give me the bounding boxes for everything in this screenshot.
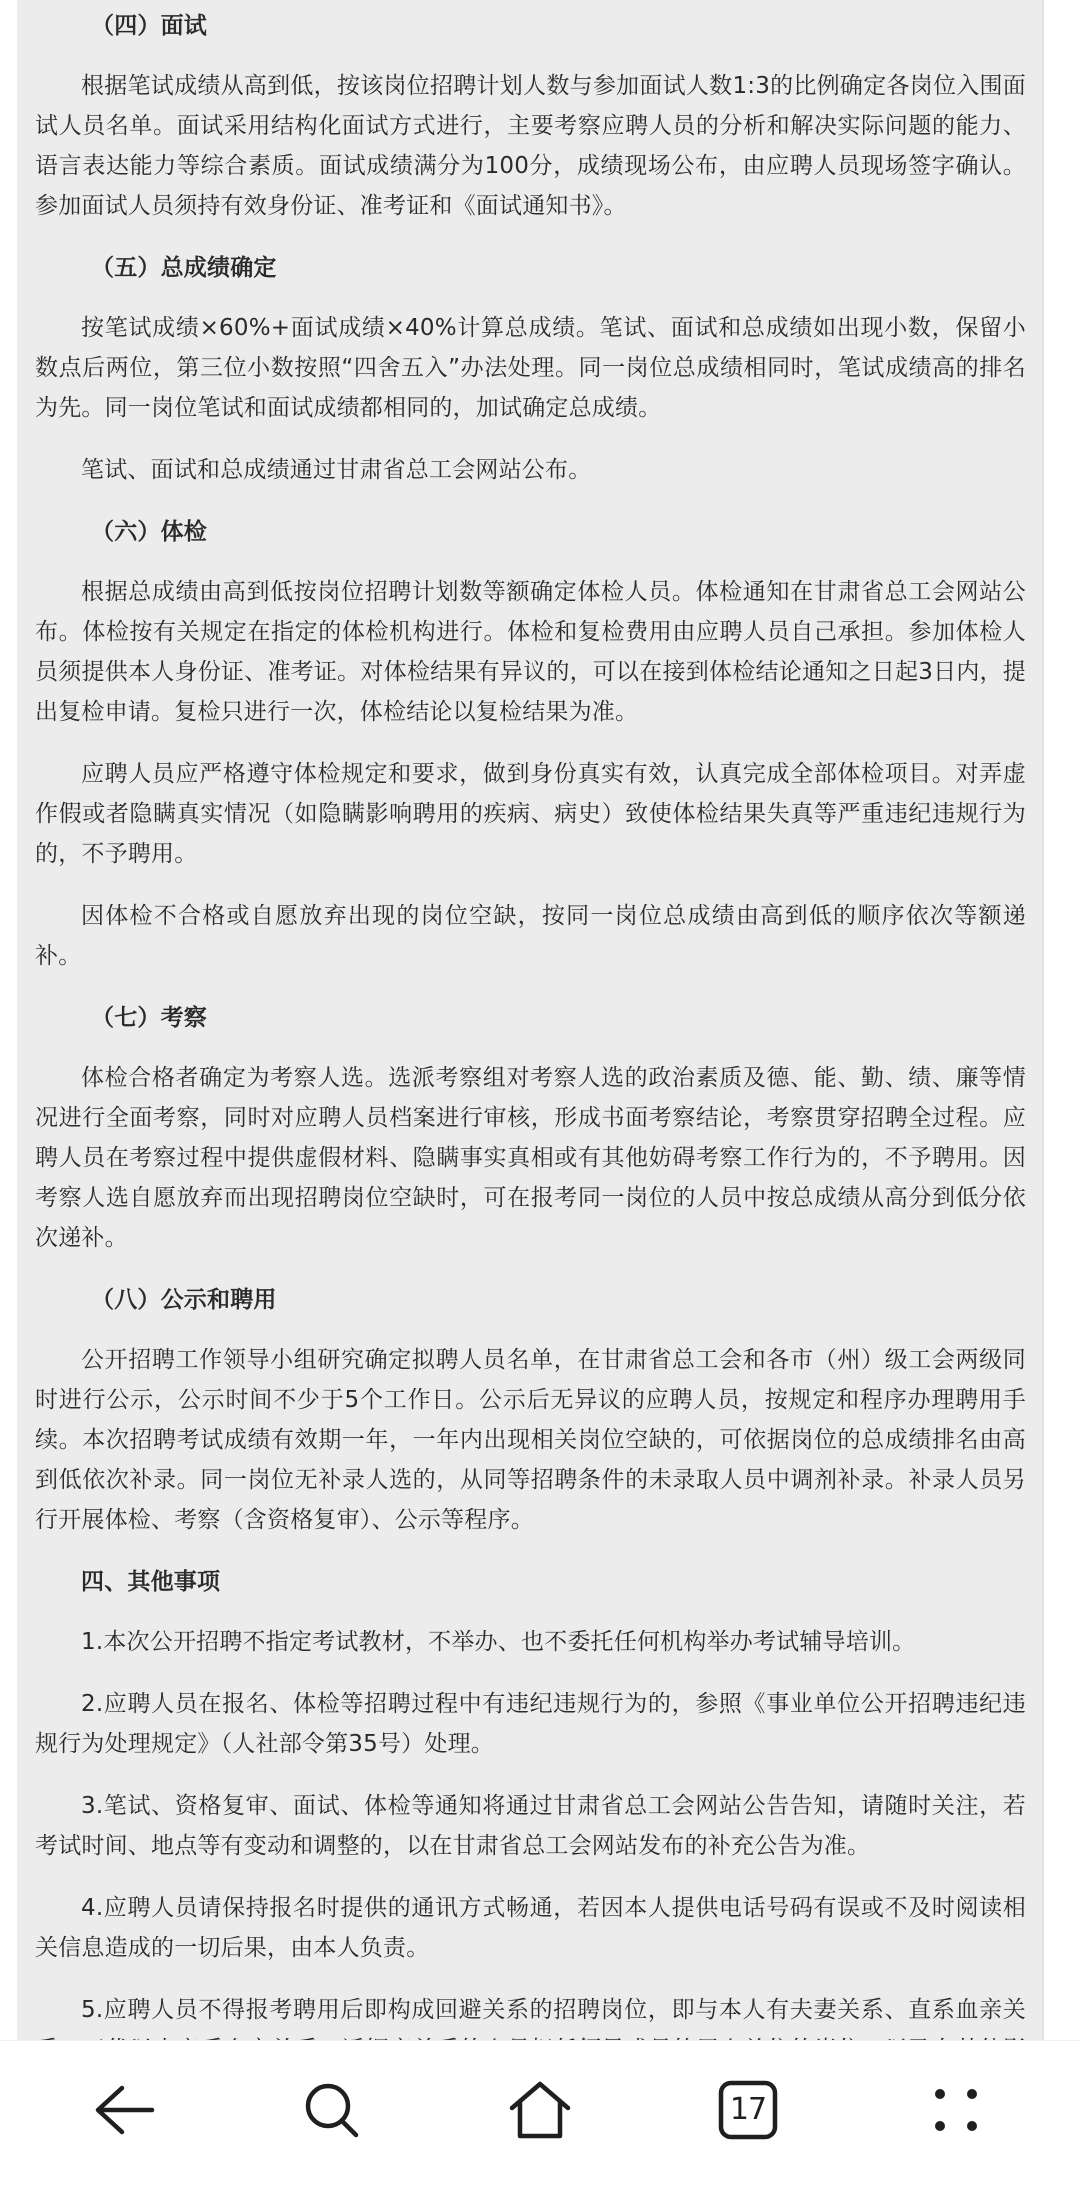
menu-button[interactable] bbox=[901, 2055, 1011, 2165]
browser-bottom-toolbar bbox=[0, 2040, 1080, 2192]
section-heading-physical-exam: （六）体检 bbox=[91, 519, 207, 545]
paragraph-physical-exam: 根据总成绩由高到低按岗位招聘计划数等额确定体检人员。体检通知在甘肃省总工会网站公布。体检按有关规定在指定的体检机构进行。体检和复检费用由应聘人员自己承担。参加体检人员须提供本人身份证、准考证。对体检结果有异议的，可以在接到体检结论通知之日起3日内，提出复检申请。复检只进行一次，体检结论以复检结果为准。 bbox=[35, 579, 1026, 725]
search-button[interactable] bbox=[277, 2055, 387, 2165]
paragraph-total-score: 按笔试成绩×60%+面试成绩×40%计算总成绩。笔试、面试和总成绩如出现小数，保留小数点后两位，第三位小数按照“四舍五入”办法处理。同一岗位总成绩相同时，笔试成绩高的排名为先。同一岗位笔试和面试成绩都相同的，加试确定总成绩。 bbox=[35, 315, 1026, 421]
paragraph-vacancy-fill: 因体检不合格或自愿放弃出现的岗位空缺，按同一岗位总成绩由高到低的顺序依次等额递补。 bbox=[35, 903, 1026, 969]
paragraph-exam-rules: 应聘人员应严格遵守体检规定和要求，做到身份真实有效，认真完成全部体检项目。对弄虚作假或者隐瞒真实情况（如隐瞒影响聘用的疾病、病史）致使体检结果失真等严重违纪违规行为的，不予聘用。 bbox=[35, 761, 1026, 867]
back-button[interactable] bbox=[69, 2055, 179, 2165]
paragraph-item-3: 3.笔试、资格复审、面试、体检等通知将通过甘肃省总工会网站公告告知，请随时关注，若考试时间、地点等有变动和调整的，以在甘肃省总工会网站发布的补充公告为准。 bbox=[35, 1793, 1026, 1859]
search-icon bbox=[302, 2080, 362, 2140]
section-heading-total-score: （五）总成绩确定 bbox=[91, 255, 277, 281]
section-heading-inspection: （七）考察 bbox=[91, 1005, 207, 1031]
paragraph-item-2: 2.应聘人员在报名、体检等招聘过程中有违纪违规行为的，参照《事业单位公开招聘违纪违规行为处理规定》（人社部令第35号）处理。 bbox=[35, 1691, 1026, 1757]
grid-dots-icon bbox=[930, 2084, 982, 2136]
paragraph-inspection: 体检合格者确定为考察人选。选派考察组对考察人选的政治素质及德、能、勤、绩、廉等情况进行全面考察，同时对应聘人员档案进行审核，形成书面考察结论，考察贯穿招聘全过程。应聘人员在考察过程中提供虚假材料、隐瞒事实真相或有其他妨碍考察工作行为的，不予聘用。因考察人选自愿放弃而出现招聘岗位空缺时，可在报考同一岗位的人员中按总成绩从高分到低分依次递补。 bbox=[35, 1065, 1026, 1251]
document-content[interactable] bbox=[17, 0, 1044, 2040]
paragraph-item-4: 4.应聘人员请保持报名时提供的通讯方式畅通，若因本人提供电话号码有误或不及时阅读相关信息造成的一切后果，由本人负责。 bbox=[35, 1895, 1026, 1961]
paragraph-item-1: 1.本次公开招聘不指定考试教材，不举办、也不委托任何机构举办考试辅导培训。 bbox=[81, 1629, 916, 1655]
paragraph-publicity: 公开招聘工作领导小组研究确定拟聘人员名单，在甘肃省总工会和各市（州）级工会两级同时进行公示，公示时间不少于5个工作日。公示后无异议的应聘人员，按规定和程序办理聘用手续。本次招聘考试成绩有效期一年，一年内出现相关岗位空缺的，可依据岗位的总成绩排名由高到低依次补录。同一岗位无补录人选的，从同等招聘条件的未录取人员中调剂补录。补录人员另行开展体检、考察（含资格复审）、公示等程序。 bbox=[35, 1347, 1026, 1533]
section-heading-publicity: （八）公示和聘用 bbox=[91, 1287, 277, 1313]
section-heading-interview: （四）面试 bbox=[91, 13, 207, 39]
section-heading-other-matters: 四、其他事项 bbox=[81, 1569, 221, 1595]
tab-count-label: 17 bbox=[729, 2092, 767, 2127]
home-button[interactable] bbox=[485, 2055, 595, 2165]
tabs-button[interactable] bbox=[693, 2055, 803, 2165]
home-icon bbox=[508, 2080, 572, 2140]
arrow-left-icon bbox=[92, 2082, 156, 2138]
paragraph-score-publish: 笔试、面试和总成绩通过甘肃省总工会网站公布。 bbox=[81, 457, 592, 483]
paragraph-item-5: 5.应聘人员不得报考聘用后即构成回避关系的招聘岗位，即与本人有夫妻关系、直系血亲关 bbox=[81, 1997, 1026, 2023]
paragraph-interview: 根据笔试成绩从高到低，按该岗位招聘计划人数与参加面试人数1:3的比例确定各岗位入围面试人员名单。面试采用结构化面试方式进行，主要考察应聘人员的分析和解决实际问题的能力、语言表达能力等综合素质。面试成绩满分为100分，成绩现场公布，由应聘人员现场签字确认。参加面试人员须持有效身份证、准考证和《面试通知书》。 bbox=[35, 73, 1026, 219]
